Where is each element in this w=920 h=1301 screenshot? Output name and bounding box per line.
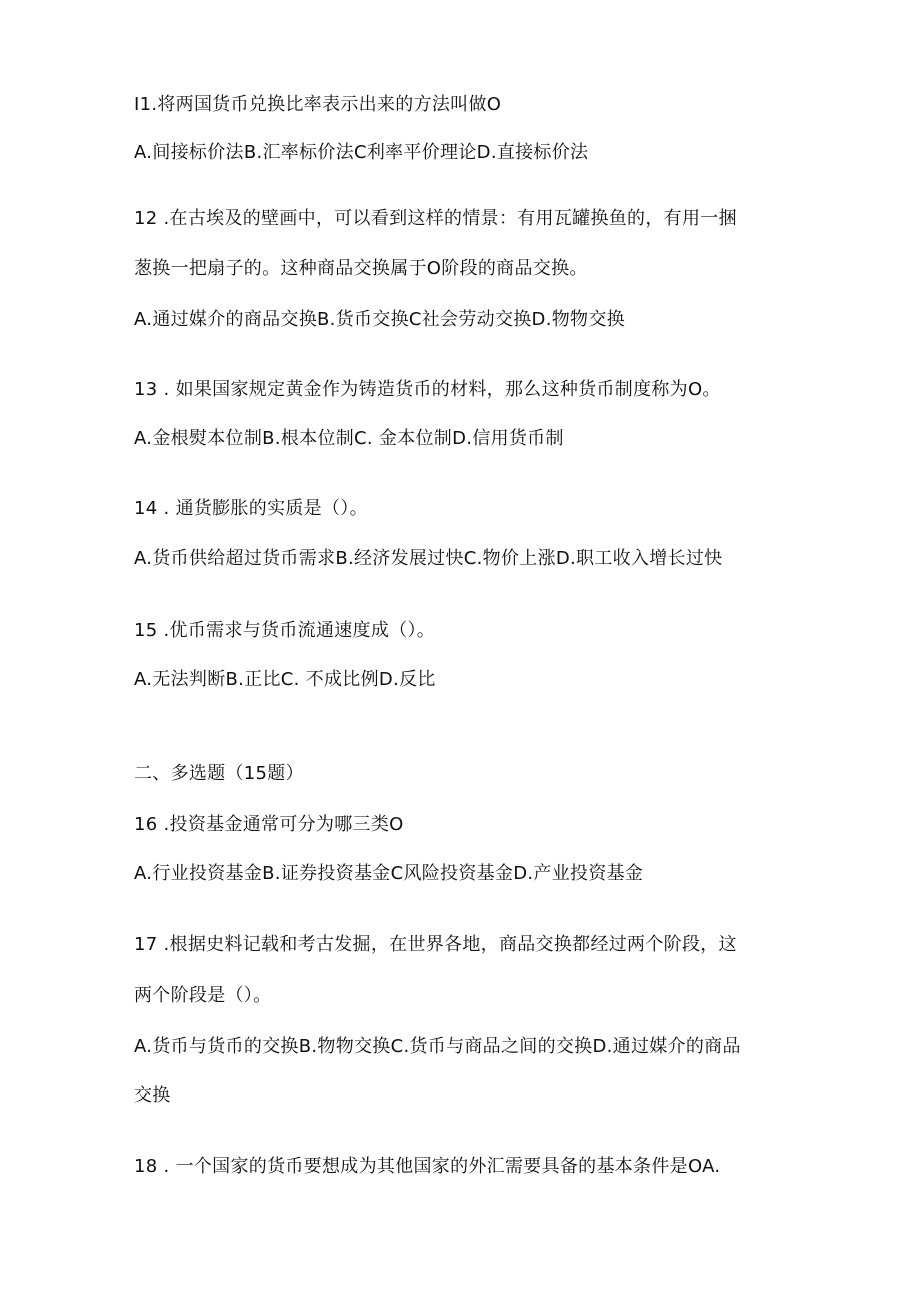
question-13-stem: 13 . 如果国家规定黄金作为铸造货币的材料，那么这种货币制度称为O。 — [134, 379, 721, 400]
question-12-stem-line2: 葱换一把扇子的。这种商品交换属于O阶段的商品交换。 — [134, 258, 588, 279]
question-18-stem: 18 . 一个国家的货币要想成为其他国家的外汇需要具备的基本条件是OA. — [134, 1156, 721, 1177]
question-13-options: A.金根熨本位制B.根本位制C. 金本位制D.信用货币制 — [134, 428, 564, 449]
question-15-options: A.无法判断B.正比C. 不成比例D.反比 — [134, 669, 436, 690]
question-12-options: A.通过媒介的商品交换B.货币交换C社会劳动交换D.物物交换 — [134, 309, 625, 330]
question-17-stem-line2: 两个阶段是（）。 — [134, 985, 272, 1006]
question-16-stem: 16 .投资基金通常可分为哪三类O — [134, 814, 404, 835]
question-15-stem: 15 .优币需求与货币流通速度成（）。 — [134, 620, 436, 641]
question-12-stem-line1: 12 .在古埃及的壁画中，可以看到这样的情景：有用瓦罐换鱼的，有用一捆 — [134, 208, 737, 229]
question-17-options-line2: 交换 — [134, 1085, 171, 1106]
question-11-options: A.间接标价法B.汇率标价法C利率平价理论D.直接标价法 — [134, 142, 589, 163]
question-16-options: A.行业投资基金B.证券投资基金C风险投资基金D.产业投资基金 — [134, 863, 644, 884]
question-14-stem: 14 . 通货膨胀的实质是（）。 — [134, 498, 368, 519]
question-14-options: A.货币供给超过货币需求B.经济发展过快C.物价上涨D.职工收入增长过快 — [134, 548, 723, 569]
question-17-stem-line1: 17 .根据史料记载和考古发掘，在世界各地，商品交换都经过两个阶段，这 — [134, 934, 737, 955]
section-title-multiple-choice: 二、多选题（15题） — [134, 763, 304, 784]
question-11-stem: I1.将两国货币兑换比率表示出来的方法叫做O — [134, 94, 502, 115]
question-17-options-line1: A.货币与货币的交换B.物物交换C.货币与商品之间的交换D.通过媒介的商品 — [134, 1036, 741, 1057]
